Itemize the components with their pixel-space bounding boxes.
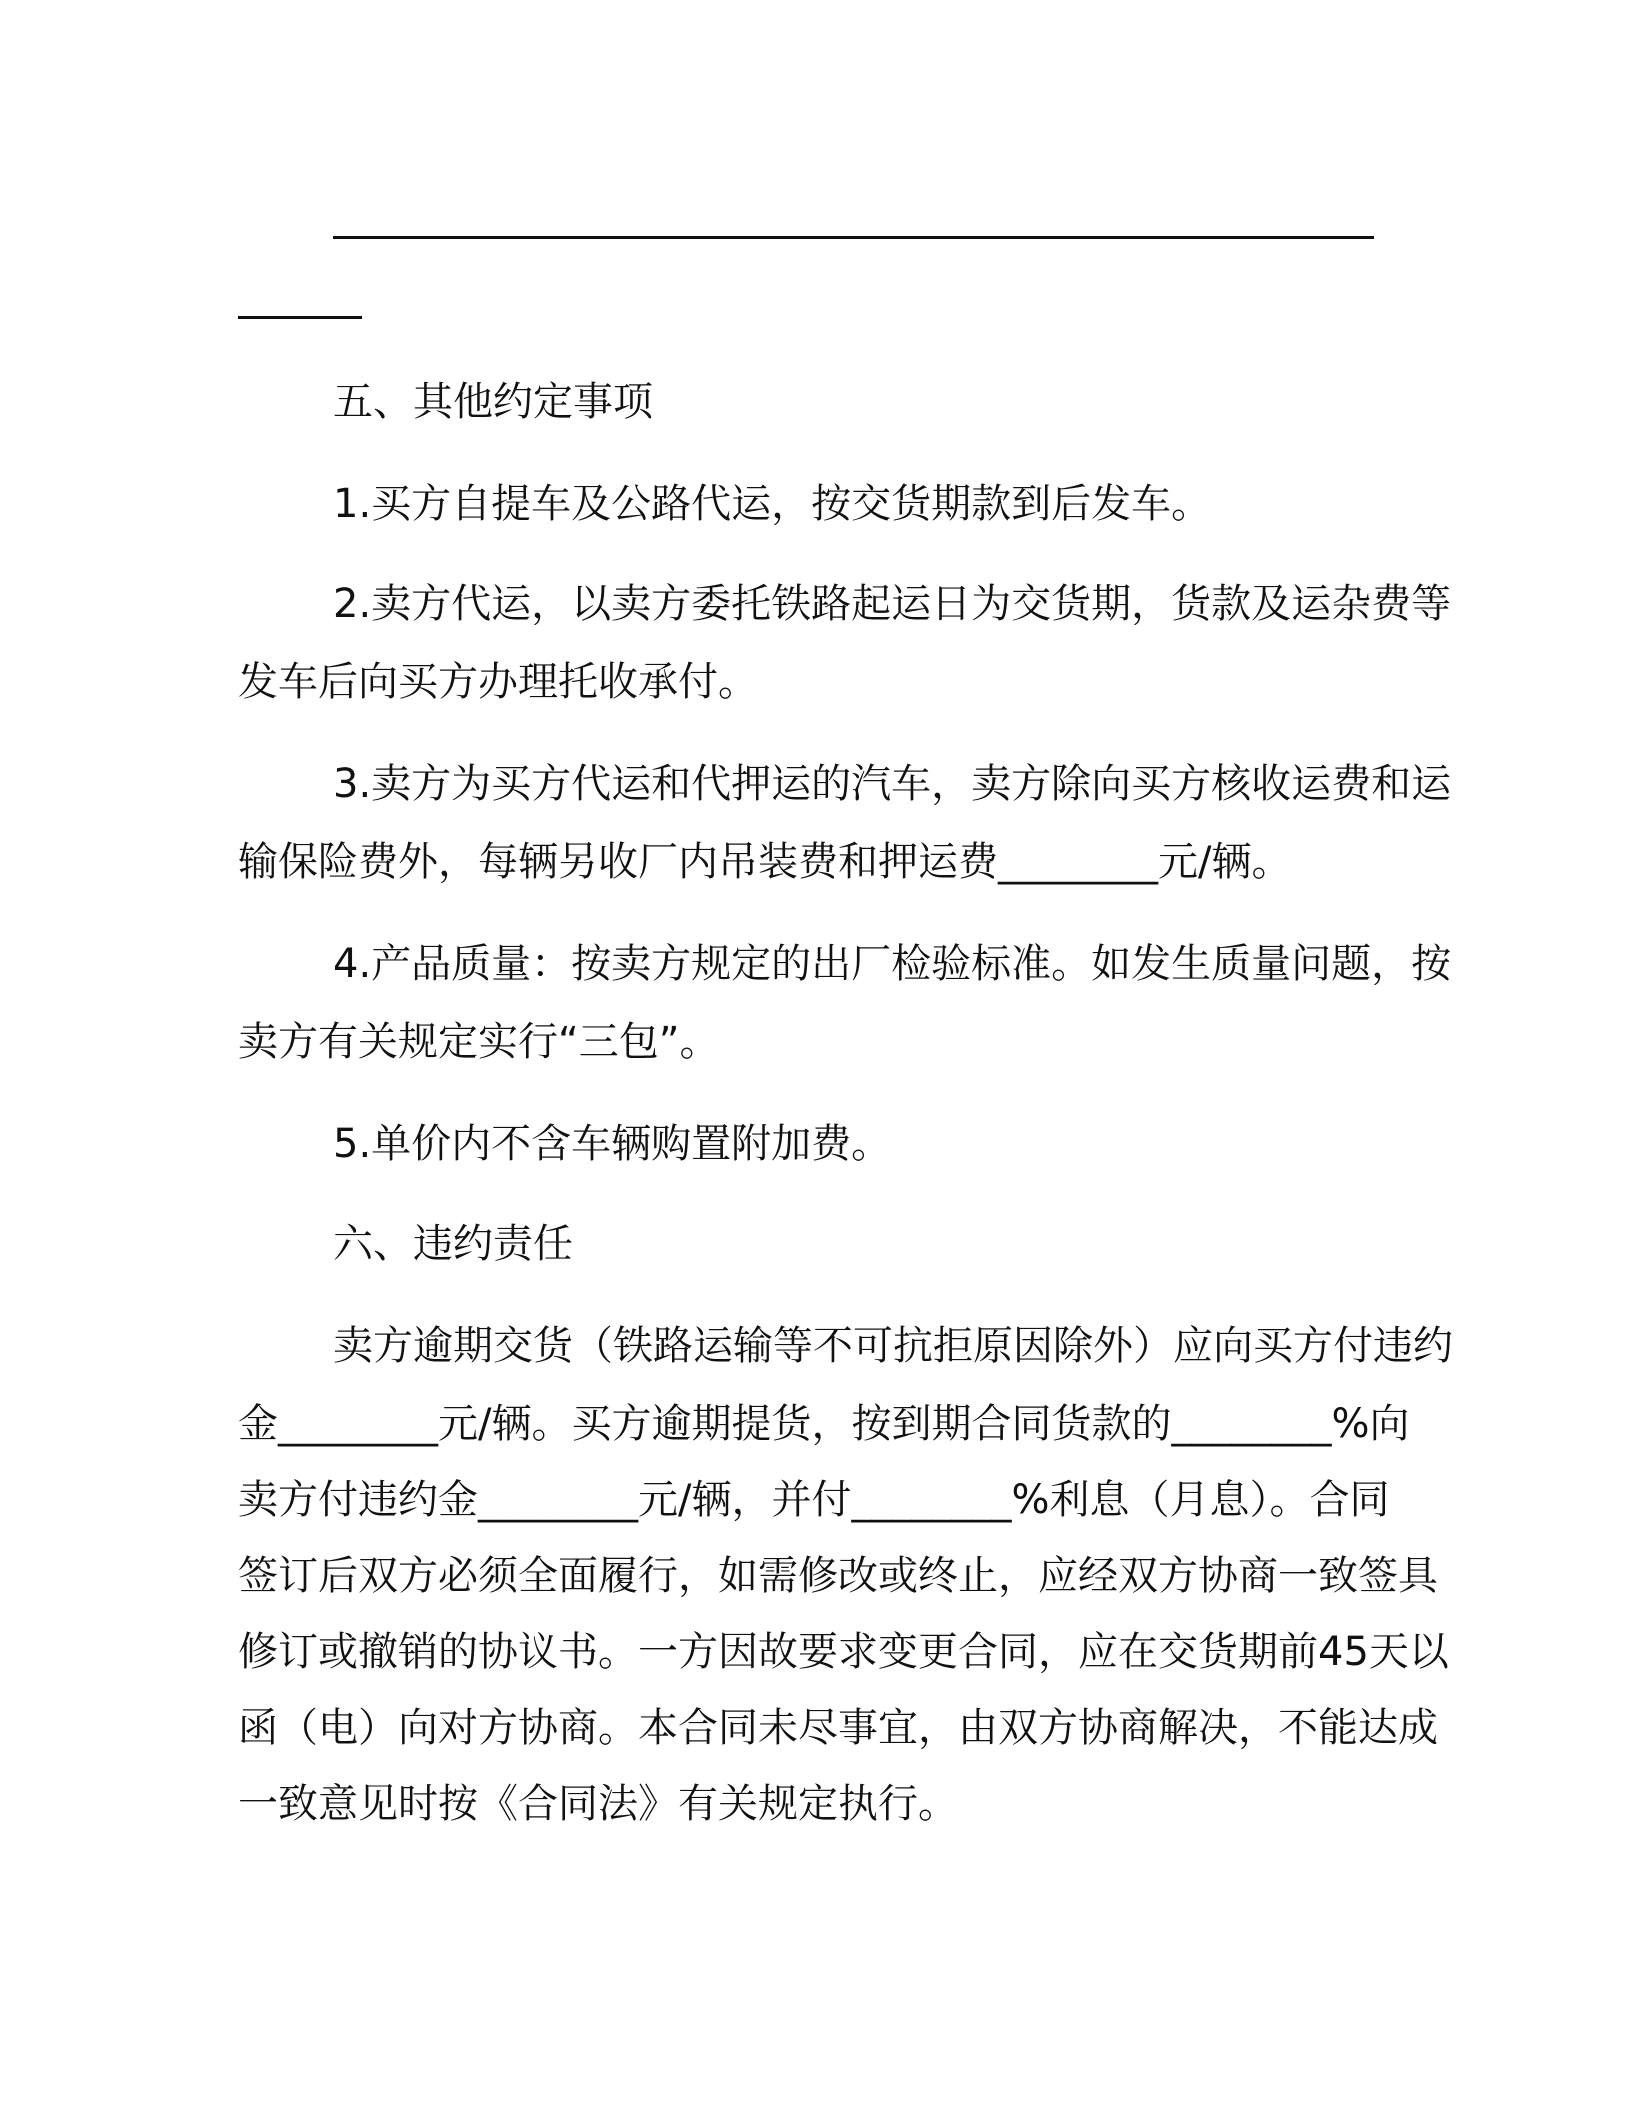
breach-paragraph-line-2: 金________元/辆。买方逾期提货，按到期合同货款的________%向 [238,1401,1410,1447]
blank-line-2 [238,316,362,319]
breach-paragraph-line-6: 函（电）向对方协商。本合同未尽事宜，由双方协商解决，不能达成 [238,1705,1438,1751]
breach-paragraph-line-1: 卖方逾期交货（铁路运输等不可抗拒原因除外）应向买方付违约 [333,1323,1453,1369]
item-1-line-1: 1.买方自提车及公路代运，按交货期款到后发车。 [333,481,1212,527]
item-4-line-2: 卖方有关规定实行“三包”。 [238,1019,720,1065]
breach-paragraph-line-7: 一致意见时按《合同法》有关规定执行。 [238,1781,958,1827]
section-heading-other-terms: 五、其他约定事项 [333,379,653,425]
item-2-line-1: 2.卖方代运，以卖方委托铁路起运日为交货期，货款及运杂费等 [333,581,1452,627]
section-heading-breach-liability: 六、违约责任 [333,1221,573,1267]
item-2-line-2: 发车后向买方办理托收承付。 [238,659,758,705]
item-5-line-1: 5.单价内不含车辆购置附加费。 [333,1121,892,1167]
breach-paragraph-line-3: 卖方付违约金________元/辆，并付________%利息（月息）。合同 [238,1477,1390,1523]
breach-paragraph-line-5: 修订或撤销的协议书。一方因故要求变更合同，应在交货期前45天以 [238,1629,1449,1675]
breach-paragraph-line-4: 签订后双方必须全面履行，如需修改或终止，应经双方协商一致签具 [238,1553,1438,1599]
item-3-line-1: 3.卖方为买方代运和代押运的汽车，卖方除向买方核收运费和运 [333,761,1452,807]
blank-line-1 [333,236,1374,239]
item-4-line-1: 4.产品质量：按卖方规定的出厂检验标准。如发生质量问题，按 [333,941,1452,987]
item-3-line-2: 输保险费外，每辆另收厂内吊装费和押运费________元/辆。 [238,839,1292,885]
